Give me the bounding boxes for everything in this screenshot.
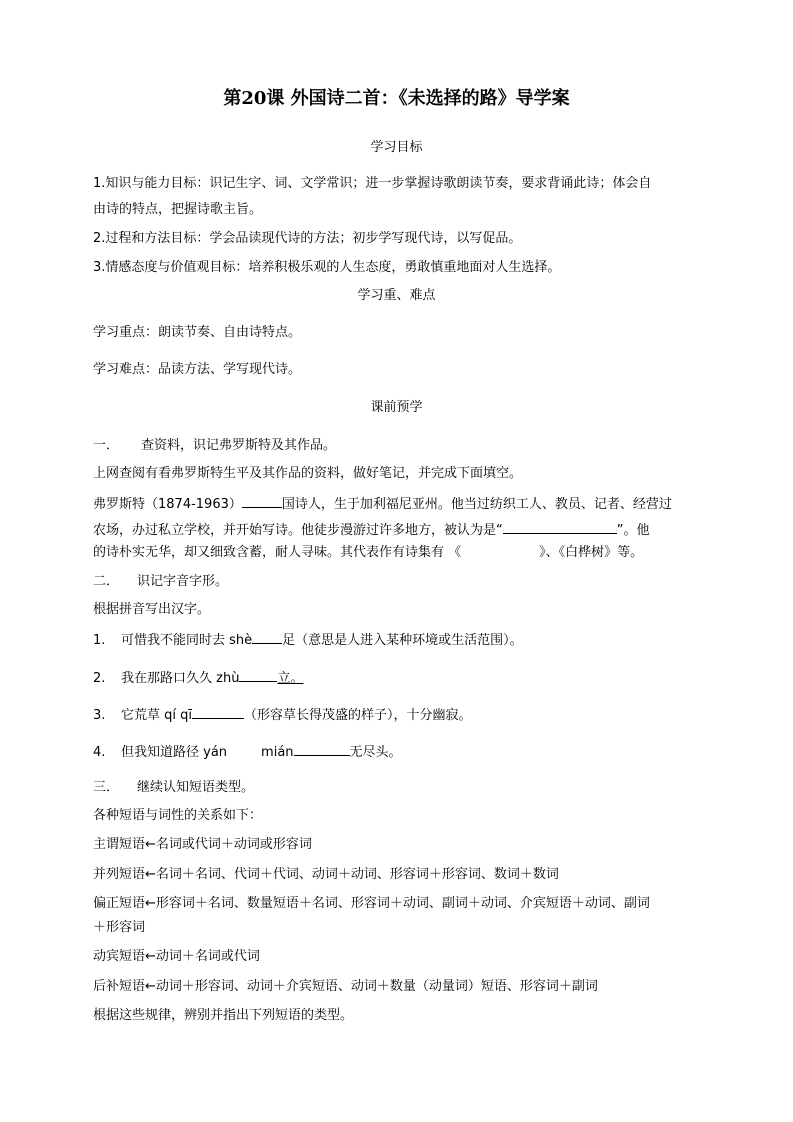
answer-blank-3[interactable] <box>192 704 244 719</box>
part2-question-2: 2. 我在那路口久久 zhù 立。 <box>93 667 303 689</box>
phrase-rule-complement: 后补短语←动词＋形容词、动词＋介宾短语、动词＋数量（动量词）短语、形容词＋副词 <box>93 979 598 994</box>
part1-instruction: 上网查阅有看弗罗斯特生平及其作品的资料，做好笔记，并完成下面填空。 <box>93 466 523 481</box>
phrase-rule-subject-predicate: 主谓短语←名词或代词＋动词或形容词 <box>93 837 312 852</box>
part1-label: 一． <box>93 438 120 453</box>
country-blank[interactable] <box>242 493 282 508</box>
page-title: 第20课 外国诗二首：《未选择的路》导学案 <box>223 88 570 109</box>
part3-intro: 各种短语与词性的关系如下： <box>93 808 263 823</box>
part1-title: 查资料，识记弗罗斯特及其作品。 <box>141 438 337 453</box>
answer-blank-1[interactable] <box>252 629 282 644</box>
part3-title: 继续认知短语类型。 <box>137 780 255 795</box>
answer-blank-2[interactable] <box>239 667 277 682</box>
goal-1-line-1: 1.知识与能力目标：识记生字、词、文学常识；进一步掌握诗歌朗读节奏，要求背诵此诗；体会自 <box>93 176 652 191</box>
phrase-rule-modifier-line-2: ＋形容词 <box>93 920 146 935</box>
part2-title: 识记字音字形。 <box>137 574 229 589</box>
part3-label: 三． <box>93 780 120 795</box>
part3-heading <box>93 778 254 798</box>
heading-key-points: 学习重、难点 <box>357 288 436 303</box>
part3-task: 根据这些规律，辨别并指出下列短语的类型。 <box>93 1008 354 1023</box>
goal-3: 3.情感态度与价值观目标：培养积极乐观的人生态度，勇敢慎重地面对人生选择。 <box>93 260 561 275</box>
phrase-rule-coordinate: 并列短语←名词＋名词、代词＋代词、动词＋动词、形容词＋形容词、数词＋数词 <box>93 867 559 882</box>
title-blank[interactable] <box>503 519 617 534</box>
key-point: 学习重点：朗读节奏、自由诗特点。 <box>93 325 302 340</box>
part2-question-3: 3. 它荒草 qí qī （形容草长得茂盛的样子），十分幽寂。 <box>93 704 472 726</box>
part2-question-4: 4. 但我知道路径 yán mián 无尽头。 <box>93 741 402 763</box>
goal-1-line-2: 由诗的特点，把握诗歌主旨。 <box>93 202 263 217</box>
heading-preview: 课前预学 <box>370 400 423 415</box>
part1-heading <box>93 436 336 456</box>
difficult-point: 学习难点：品读方法、学写现代诗。 <box>93 362 302 377</box>
part2-instruction: 根据拼音写出汉字。 <box>93 602 211 617</box>
part1-fill-line-2: 农场，办过私立学校，并开始写诗。他徒步漫游过许多地方，被认为是“ ”。他 <box>93 519 650 541</box>
part1-fill-line-1: 弗罗斯特（1874-1963） 国诗人，生于加利福尼亚州。他当过纺织工人、教员、记者、经营过 <box>93 493 672 515</box>
goal-2: 2.过程和方法目标：学会品读现代诗的方法；初步学写现代诗，以写促品。 <box>93 231 522 246</box>
heading-learning-goals: 学习目标 <box>370 140 423 155</box>
phrase-rule-verb-object: 动宾短语←动词＋名词或代词 <box>93 949 260 964</box>
phrase-rule-modifier-line-1: 偏正短语←形容词＋名词、数量短语＋名词、形容词＋动词、副词＋动词、介宾短语＋动词、副词 <box>93 896 650 911</box>
part2-label: 二． <box>93 574 120 589</box>
part2-heading <box>93 572 228 592</box>
part2-question-1: 1. 可惜我不能同时去 shè 足（意思是人进入某种环境或生活范围）。 <box>93 629 523 651</box>
part1-fill-line-3: 的诗朴实无华，却又细致含蓄，耐人寻味。其代表作有诗集有 《 》、《白桦树》等。 <box>93 545 644 560</box>
answer-blank-4[interactable] <box>294 741 350 756</box>
